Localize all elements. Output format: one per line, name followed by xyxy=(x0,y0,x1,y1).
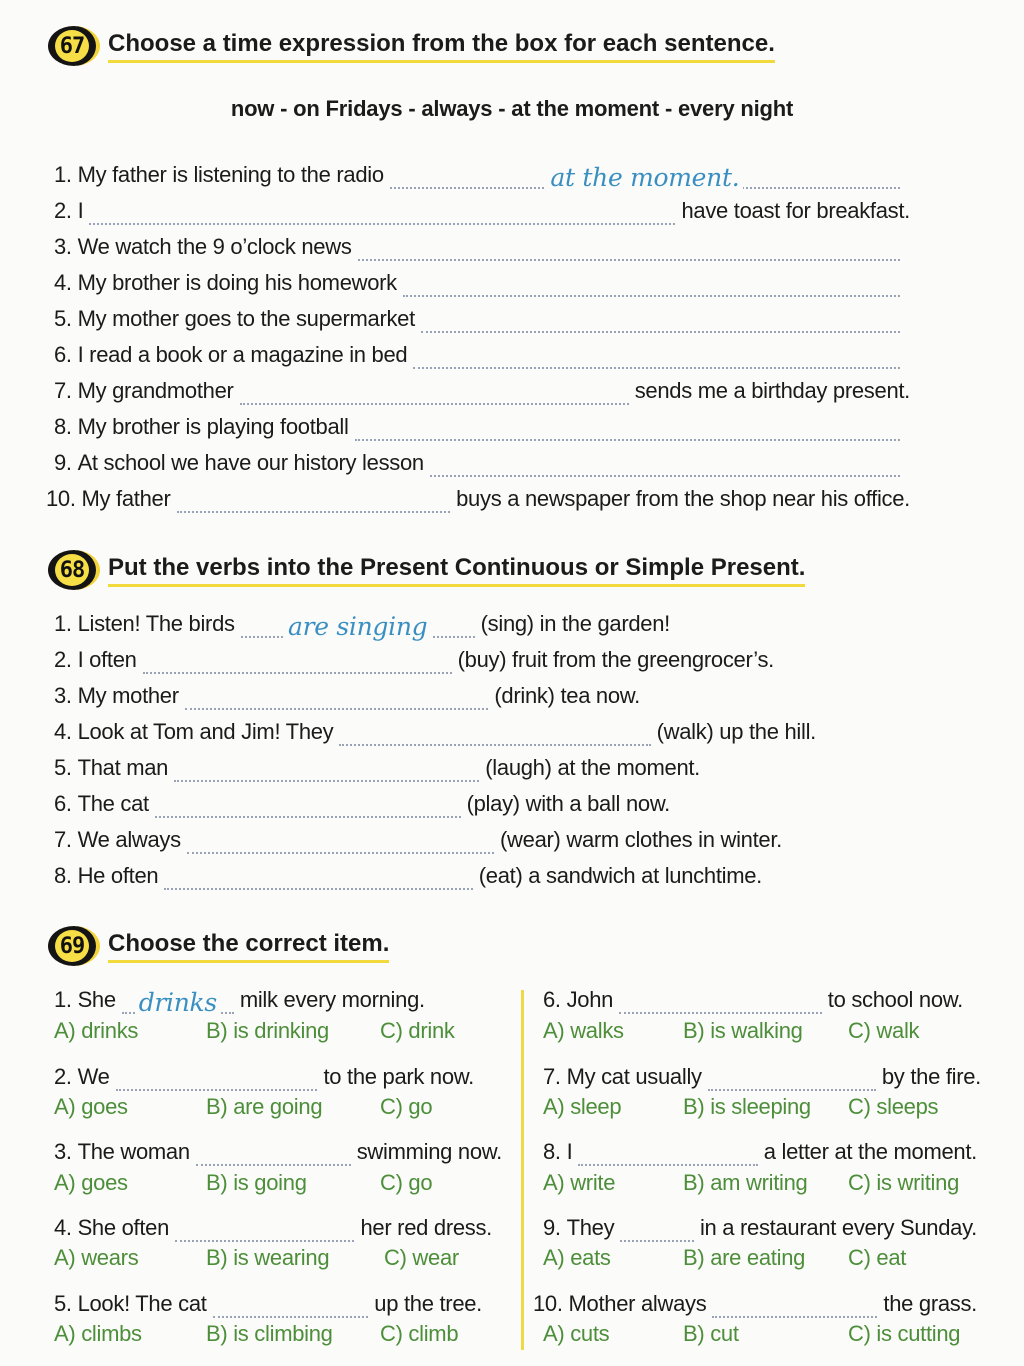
item-number: 8. xyxy=(54,863,72,888)
section-title: Put the verbs into the Present Continuous or Simple Present. xyxy=(108,554,805,587)
sentence-text: Look at Tom and Jim! They xyxy=(77,719,334,744)
item-number: 9. xyxy=(543,1215,561,1240)
sentence-text: My grandmother xyxy=(77,378,234,403)
option-b[interactable]: B) is drinking xyxy=(206,1018,329,1043)
option-c[interactable]: C) drink xyxy=(380,1018,455,1043)
option-c[interactable]: C) walk xyxy=(848,1018,920,1043)
question-text-end: the grass. xyxy=(883,1291,977,1316)
sentence-text: My brother is doing his homework xyxy=(77,270,397,295)
option-c[interactable]: C) go xyxy=(380,1170,433,1195)
item-number: 4. xyxy=(54,270,72,295)
answer-blank[interactable] xyxy=(421,305,900,333)
sentence-line xyxy=(54,233,906,261)
answer-blank[interactable] xyxy=(177,485,451,513)
question-text-end: a letter at the moment. xyxy=(763,1139,977,1164)
section-title: Choose a time expression from the box for each sentence. xyxy=(108,30,775,63)
answer-blank[interactable] xyxy=(708,1063,876,1091)
question-line xyxy=(54,1063,474,1091)
question-text-end: in a restaurant every Sunday. xyxy=(699,1215,977,1240)
sentence-text: I xyxy=(77,198,84,223)
option-c[interactable]: C) sleeps xyxy=(848,1094,939,1119)
sentence-text: I often xyxy=(77,647,137,672)
answer-blank[interactable] xyxy=(155,790,461,818)
handwritten-answer: at the moment. xyxy=(546,164,743,192)
option-a[interactable]: A) drinks xyxy=(54,1018,139,1043)
section-67-header xyxy=(48,26,775,66)
answer-blank[interactable] xyxy=(240,377,629,405)
sentence-text: We always xyxy=(77,827,181,852)
sentence-text-end: (wear) warm clothes in winter. xyxy=(500,827,782,852)
option-a[interactable]: A) goes xyxy=(54,1170,128,1195)
answer-blank[interactable] xyxy=(116,1063,318,1091)
answer-blank[interactable] xyxy=(578,1138,757,1166)
question-text: I xyxy=(566,1139,573,1164)
option-b[interactable]: B) is climbing xyxy=(206,1321,333,1346)
question-line xyxy=(54,1290,482,1318)
sentence-line xyxy=(54,754,700,782)
item-number: 2. xyxy=(54,1064,72,1089)
answer-blank[interactable] xyxy=(358,233,900,261)
sentence-text-end: have toast for breakfast. xyxy=(681,198,910,223)
sentence-text: I read a book or a magazine in bed xyxy=(77,342,408,367)
sentence-line xyxy=(54,161,906,192)
question-line xyxy=(54,1138,502,1166)
sentence-line xyxy=(54,449,906,477)
sentence-text-end: (buy) fruit from the greengrocer’s. xyxy=(457,647,774,672)
sentence-line xyxy=(54,790,670,818)
answer-blank[interactable] xyxy=(174,754,479,782)
item-number: 2. xyxy=(54,198,72,223)
item-number: 3. xyxy=(54,683,72,708)
item-number: 5. xyxy=(54,1291,72,1316)
handwritten-answer: drinks xyxy=(135,989,221,1017)
option-a[interactable]: A) eats xyxy=(543,1245,611,1270)
sentence-line xyxy=(54,862,762,890)
option-c[interactable]: C) go xyxy=(380,1094,433,1119)
item-number: 8. xyxy=(54,414,72,439)
option-b[interactable]: B) is going xyxy=(206,1170,307,1195)
section-68-header xyxy=(48,550,805,590)
answer-blank[interactable] xyxy=(187,826,494,854)
sentence-line xyxy=(54,718,816,746)
question-line xyxy=(533,1290,977,1318)
sentence-text-end: (sing) in the garden! xyxy=(480,611,670,636)
item-number: 1. xyxy=(54,987,72,1012)
item-number: 7. xyxy=(54,827,72,852)
option-a[interactable]: A) goes xyxy=(54,1094,128,1119)
sentence-line xyxy=(54,610,670,641)
question-text-end: by the fire. xyxy=(881,1064,981,1089)
question-text-end: to school now. xyxy=(827,987,963,1012)
option-c[interactable]: C) is writing xyxy=(848,1170,959,1195)
option-c[interactable]: C) is cutting xyxy=(848,1321,961,1346)
option-b[interactable]: B) is wearing xyxy=(206,1245,330,1270)
item-number: 10. xyxy=(46,486,76,511)
sentence-text: We watch the 9 o’clock news xyxy=(77,234,352,259)
sentence-line xyxy=(54,341,906,369)
item-number: 4. xyxy=(54,1215,72,1240)
item-number: 1. xyxy=(54,611,72,636)
sentence-line xyxy=(54,413,906,441)
answer-blank[interactable] xyxy=(213,1290,369,1318)
option-a[interactable]: A) sleep xyxy=(543,1094,622,1119)
answer-blank[interactable] xyxy=(185,682,489,710)
question-text: We xyxy=(77,1064,110,1089)
item-number: 6. xyxy=(54,342,72,367)
option-a[interactable]: A) walks xyxy=(543,1018,624,1043)
sentence-line xyxy=(54,269,906,297)
question-text: The woman xyxy=(77,1139,190,1164)
sentence-line xyxy=(54,377,910,405)
item-number: 9. xyxy=(54,450,72,475)
sentence-text-end: (play) with a ball now. xyxy=(466,791,670,816)
sentence-line xyxy=(54,646,774,674)
question-text: Mother always xyxy=(568,1291,707,1316)
sentence-line xyxy=(54,305,906,333)
item-number: 7. xyxy=(54,378,72,403)
question-text: Look! The cat xyxy=(77,1291,207,1316)
item-number: 7. xyxy=(543,1064,561,1089)
answer-blank[interactable] xyxy=(403,269,900,297)
item-number: 6. xyxy=(54,791,72,816)
sentence-text-end: (eat) a sandwich at lunchtime. xyxy=(478,863,762,888)
option-a[interactable]: A) climbs xyxy=(54,1321,142,1346)
sentence-text-end: (walk) up the hill. xyxy=(656,719,816,744)
item-number: 3. xyxy=(54,1139,72,1164)
answer-blank[interactable] xyxy=(164,862,472,890)
answer-blank[interactable] xyxy=(196,1138,351,1166)
option-b[interactable]: B) are going xyxy=(206,1094,323,1119)
time-expression-box: now - on Fridays - always - at the moment - every night xyxy=(230,96,794,121)
exercise-number: 67 xyxy=(55,30,89,62)
sentence-text: My father xyxy=(81,486,171,511)
sentence-line xyxy=(54,682,640,710)
question-text-end: milk every morning. xyxy=(239,987,425,1012)
answer-blank[interactable] xyxy=(122,986,234,1017)
option-b[interactable]: B) are eating xyxy=(683,1245,806,1270)
item-number: 5. xyxy=(54,755,72,780)
exercise-number-badge xyxy=(48,926,100,966)
option-a[interactable]: A) cuts xyxy=(543,1321,610,1346)
question-text: John xyxy=(566,987,614,1012)
sentence-text: The cat xyxy=(77,791,149,816)
section-title: Choose the correct item. xyxy=(108,930,389,963)
sentence-text: My mother goes to the supermarket xyxy=(77,306,415,331)
option-a[interactable]: A) wears xyxy=(54,1245,139,1270)
answer-blank[interactable] xyxy=(355,413,900,441)
section-69-header xyxy=(48,926,389,966)
question-text: She xyxy=(77,987,116,1012)
option-a[interactable]: A) write xyxy=(543,1170,616,1195)
answer-blank[interactable] xyxy=(413,341,900,369)
option-b[interactable]: B) am writing xyxy=(683,1170,808,1195)
item-number: 3. xyxy=(54,234,72,259)
question-text: They xyxy=(566,1215,615,1240)
answer-blank[interactable] xyxy=(712,1290,877,1318)
answer-blank[interactable] xyxy=(89,197,675,225)
exercise-number: 68 xyxy=(55,554,89,586)
answer-blank[interactable] xyxy=(143,646,452,674)
question-text: She often xyxy=(77,1215,170,1240)
option-c[interactable]: C) eat xyxy=(848,1245,907,1270)
item-number: 4. xyxy=(54,719,72,744)
sentence-text-end: buys a newspaper from the shop near his office. xyxy=(456,486,910,511)
question-line xyxy=(543,1138,977,1166)
sentence-text: He often xyxy=(77,863,159,888)
sentence-text: That man xyxy=(77,755,169,780)
answer-blank[interactable] xyxy=(619,986,822,1014)
sentence-text-end: sends me a birthday present. xyxy=(634,378,910,403)
question-line xyxy=(54,986,446,1017)
sentence-text: Listen! The birds xyxy=(77,611,235,636)
question-text: My cat usually xyxy=(566,1064,702,1089)
answer-blank[interactable] xyxy=(339,718,650,746)
question-line xyxy=(543,986,963,1014)
column-divider xyxy=(521,990,524,1350)
sentence-line xyxy=(54,826,782,854)
answer-blank[interactable] xyxy=(430,449,900,477)
sentence-text: My mother xyxy=(77,683,179,708)
answer-blank[interactable] xyxy=(390,161,900,192)
item-number: 1. xyxy=(54,162,72,187)
sentence-text-end: (laugh) at the moment. xyxy=(485,755,700,780)
sentence-text-end: (drink) tea now. xyxy=(494,683,640,708)
question-text-end: up the tree. xyxy=(374,1291,482,1316)
item-number: 5. xyxy=(54,306,72,331)
handwritten-answer: are singing xyxy=(284,613,431,641)
option-b[interactable]: B) is walking xyxy=(683,1018,803,1043)
sentence-text: At school we have our history lesson xyxy=(77,450,424,475)
exercise-number-badge xyxy=(48,550,100,590)
item-number: 10. xyxy=(533,1291,563,1316)
question-line xyxy=(543,1214,977,1242)
question-text-end: her red dress. xyxy=(360,1215,492,1240)
option-b[interactable]: B) cut xyxy=(683,1321,739,1346)
item-number: 6. xyxy=(543,987,561,1012)
question-text-end: swimming now. xyxy=(356,1139,502,1164)
option-c[interactable]: C) climb xyxy=(380,1321,459,1346)
answer-blank[interactable] xyxy=(620,1214,694,1242)
sentence-line xyxy=(54,197,910,225)
exercise-number-badge xyxy=(48,26,100,66)
sentence-text: My brother is playing football xyxy=(77,414,349,439)
sentence-line xyxy=(46,485,910,513)
exercise-number: 69 xyxy=(55,930,89,962)
question-line xyxy=(54,1214,492,1242)
sentence-text: My father is listening to the radio xyxy=(77,162,384,187)
answer-blank[interactable] xyxy=(241,610,475,641)
question-line xyxy=(543,1063,981,1091)
option-c[interactable]: C) wear xyxy=(384,1245,459,1270)
answer-blank[interactable] xyxy=(175,1214,354,1242)
option-b[interactable]: B) is sleeping xyxy=(683,1094,811,1119)
item-number: 2. xyxy=(54,647,72,672)
question-text-end: to the park now. xyxy=(323,1064,474,1089)
item-number: 8. xyxy=(543,1139,561,1164)
